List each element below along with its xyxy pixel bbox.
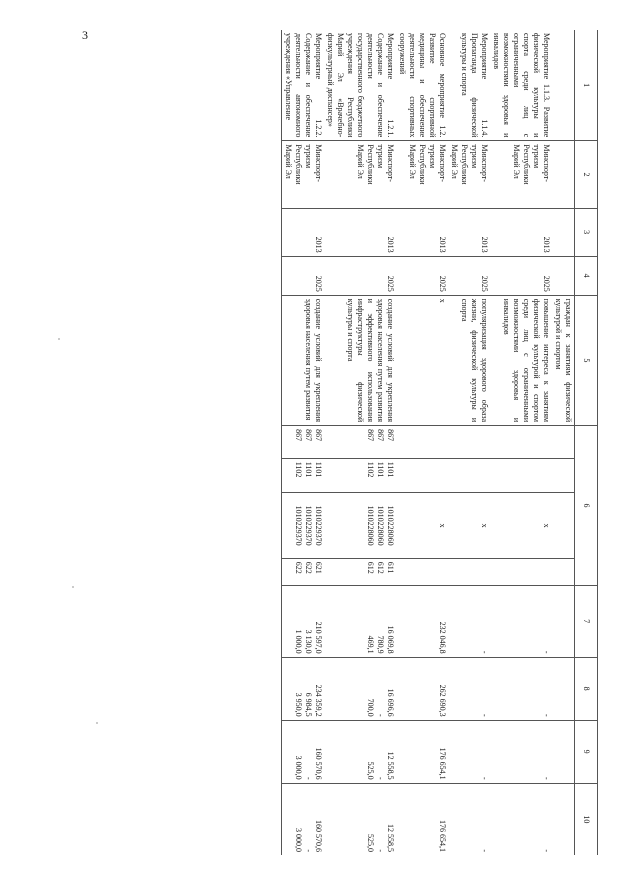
year-amount-cell-8 xyxy=(448,657,490,720)
goal-cell: х xyxy=(396,295,448,425)
year-amount-cell-7-line: 3 130,0 xyxy=(304,629,313,654)
goal-cell: создание условий для укрепления здоровья населения путем развития и эффективного использования инфраструктуры физической культуры и спорта xyxy=(324,295,396,425)
year-amount-cell-10 xyxy=(490,783,552,855)
section-code-cell xyxy=(396,458,448,493)
measure-cell: Основное мероприятие 1.2. Развитие спортивной медицины и обеспечение деятельности спортивных сооружений xyxy=(398,33,447,138)
year-amount-cell-8-line: 262 690,3 xyxy=(438,684,447,717)
year-amount-cell-10 xyxy=(396,783,448,855)
col-header-4: 4 xyxy=(575,256,598,295)
page-number: 3 xyxy=(82,28,88,42)
goal-cell: граждан к занятиям физической культурой и спортом xyxy=(552,295,575,425)
year-amount-cell-7-line: 469,1 xyxy=(366,635,375,654)
expense-type-code-cell xyxy=(282,558,325,585)
table-row xyxy=(324,30,396,855)
goal-cell: популяризация здорового образа жизни, физической культуры и спорта xyxy=(448,295,490,425)
start-year-cell: 2013 xyxy=(282,208,325,256)
target-item-code-cell xyxy=(448,493,490,558)
year-amount-cell-8-line: 700,0 xyxy=(366,698,375,717)
year-amount-cell-8 xyxy=(396,657,448,720)
target-item-code-cell-line: 1010228060 xyxy=(376,505,385,546)
goal-cell: создание условий для укрепления здоровья населения путем развития xyxy=(282,295,325,425)
grbs-code-cell-line: 867 xyxy=(304,429,313,442)
col-header-1: 1 xyxy=(575,30,598,141)
year-amount-cell-8-line: - xyxy=(376,713,385,717)
target-item-code-cell xyxy=(396,493,448,558)
scan-speck xyxy=(72,586,74,588)
section-code-cell xyxy=(490,458,552,493)
grbs-code-cell-line: 867 xyxy=(294,429,303,442)
year-amount-cell-7 xyxy=(324,585,396,657)
expense-type-code-cell-line: 611 xyxy=(386,561,395,574)
year-amount-cell-9-line: 176 654,1 xyxy=(438,747,447,780)
year-amount-cell-8-line: 234 359,2 xyxy=(314,684,323,717)
target-item-code-cell-line: 1010228060 xyxy=(386,505,395,546)
year-amount-cell-9 xyxy=(324,720,396,783)
target-item-code-cell-line: 1010228060 xyxy=(366,505,375,546)
target-item-code-cell-line: 1010229370 xyxy=(304,505,313,546)
year-amount-cell-7-line: - xyxy=(542,650,551,654)
start-year-cell: 2013 xyxy=(396,208,448,256)
grbs-code-cell xyxy=(448,426,490,459)
measure-cell: Мероприятие 1.1.3. Развитие физической культуры и спорта среди лиц с ограниченными возможностями здоровья и инвалидов xyxy=(492,33,551,138)
year-amount-cell-7-line: 210 597,0 xyxy=(314,621,323,654)
end-year-cell: 2025 xyxy=(396,256,448,295)
year-amount-cell-10-line: - xyxy=(480,849,489,852)
target-item-code-cell xyxy=(490,493,552,558)
year-amount-cell-10-line: 176 654,1 xyxy=(438,820,447,852)
expense-type-code-cell-line: 622 xyxy=(304,561,313,574)
section-code-cell-line: 1101 xyxy=(314,461,323,478)
executor-cell: Минспорт-туризм Республики Марий Эл xyxy=(282,141,325,208)
year-amount-cell-9 xyxy=(396,720,448,783)
goal-cell: повышение интереса к занятиям физической культурой и спортом среди лиц с ограниченными возможностями здоровья и инвалидов xyxy=(490,295,552,425)
grbs-code-cell xyxy=(490,426,552,459)
expense-type-code-cell-line: 621 xyxy=(314,561,323,574)
year-amount-cell-8-line: 3 950,0 xyxy=(294,692,303,717)
section-code-cell-line: 1101 xyxy=(386,461,395,478)
expense-type-code-cell xyxy=(448,558,490,585)
year-amount-cell-7 xyxy=(490,585,552,657)
col-header-3: 3 xyxy=(575,208,598,256)
year-amount-cell-10-line: - xyxy=(304,849,313,852)
col-header-9: 9 xyxy=(575,720,598,783)
year-amount-cell-10-line: 160 570,6 xyxy=(314,820,323,852)
col-header-7: 7 xyxy=(575,585,598,657)
year-amount-cell-9 xyxy=(448,720,490,783)
section-code-cell-line: 1102 xyxy=(366,461,375,478)
col-header-2: 2 xyxy=(575,141,598,208)
year-amount-cell-8-line: - xyxy=(480,713,489,717)
year-amount-cell-10 xyxy=(324,783,396,855)
executor-cell: Минспорт-туризм Республики Марий Эл xyxy=(396,141,448,208)
year-amount-cell-8 xyxy=(324,657,396,720)
year-amount-cell-8 xyxy=(282,657,325,720)
table-row xyxy=(448,30,490,855)
measure-cell: Мероприятие 1.2.2. Содержание и обеспечение деятельности автономного учреждения «Управление xyxy=(282,30,325,141)
year-amount-cell-10 xyxy=(282,783,325,855)
year-amount-cell-10-line: 12 558,5 xyxy=(386,824,395,852)
table-row xyxy=(490,30,552,855)
table-row xyxy=(282,30,325,855)
year-amount-cell-7-line: 780,9 xyxy=(376,635,385,654)
section-code-cell xyxy=(282,458,325,493)
year-amount-cell-9-line: 525,0 xyxy=(366,761,375,780)
year-amount-cell-8-line: - xyxy=(542,713,551,717)
year-amount-cell-9 xyxy=(490,720,552,783)
target-item-code-cell-line: 1010229370 xyxy=(294,505,303,546)
year-amount-cell-7 xyxy=(396,585,448,657)
year-amount-cell-7 xyxy=(282,585,325,657)
year-amount-cell-8-line: 16 696,6 xyxy=(386,688,395,717)
target-item-code-cell-line: х xyxy=(438,523,447,528)
grbs-code-cell-line: 867 xyxy=(366,429,375,442)
year-amount-cell-10-line: - xyxy=(376,849,385,852)
header-row xyxy=(575,30,598,855)
grbs-code-cell xyxy=(282,426,325,459)
executor-cell: Минспорт-туризм Республики Марий Эл xyxy=(448,141,490,208)
end-year-cell: 2025 xyxy=(448,256,490,295)
continuation-row xyxy=(552,30,575,855)
year-amount-cell-7-line: 1 000,0 xyxy=(294,629,303,654)
expense-type-code-cell-line: 622 xyxy=(294,561,303,574)
year-amount-cell-9-line: - xyxy=(542,776,551,780)
measure-cell: Мероприятие 1.2.1. Содержание и обеспечение деятельности государственного бюджетного учреждения Республики Марий Эл «Врачебно-физкультурный диспансер» xyxy=(326,33,395,138)
col-header-10: 10 xyxy=(575,783,598,855)
scan-speck xyxy=(58,338,60,340)
year-amount-cell-7 xyxy=(448,585,490,657)
end-year-cell: 2025 xyxy=(282,256,325,295)
year-amount-cell-8-line: 6 984,5 xyxy=(304,692,313,717)
grbs-code-cell xyxy=(396,426,448,459)
year-amount-cell-9-line: 12 558,5 xyxy=(386,751,395,780)
year-amount-cell-9 xyxy=(282,720,325,783)
target-item-code-cell-line: х xyxy=(542,523,551,528)
year-amount-cell-9-line: 3 000,0 xyxy=(294,755,303,780)
table-row xyxy=(396,30,448,855)
grbs-code-cell-line: 867 xyxy=(376,429,385,442)
section-code-cell xyxy=(324,458,396,493)
end-year-cell: 2025 xyxy=(324,256,396,295)
section-code-cell-line: 1102 xyxy=(294,461,303,478)
grbs-code-cell-line: 867 xyxy=(314,429,323,442)
measure-cell: Мероприятие 1.1.4. Пропаганда физической культуры и спорта xyxy=(460,33,489,138)
start-year-cell: 2013 xyxy=(448,208,490,256)
section-code-cell xyxy=(448,458,490,493)
expense-type-code-cell xyxy=(324,558,396,585)
year-amount-cell-7-line: - xyxy=(480,650,489,654)
col-header-5: 5 xyxy=(575,295,598,425)
year-amount-cell-10-line: 525,0 xyxy=(366,834,375,852)
section-code-cell-line: 1101 xyxy=(376,461,385,478)
target-item-code-cell-line: х xyxy=(480,523,489,528)
year-amount-cell-8 xyxy=(490,657,552,720)
year-amount-cell-9-line: - xyxy=(304,776,313,780)
target-item-code-cell xyxy=(282,493,325,558)
year-amount-cell-9-line: - xyxy=(480,776,489,780)
col-header-8: 8 xyxy=(575,657,598,720)
expense-type-code-cell-line: 612 xyxy=(366,561,375,574)
executor-cell: Минспорт-туризм Республики Марий Эл xyxy=(324,141,396,208)
start-year-cell: 2013 xyxy=(490,208,552,256)
executor-cell: Минспорт-туризм Республики Марий Эл xyxy=(490,141,552,208)
year-amount-cell-9-line: 160 570,6 xyxy=(314,747,323,780)
year-amount-cell-7-line: 232 046,8 xyxy=(438,621,447,654)
target-item-code-cell-line: 1010229370 xyxy=(314,505,323,546)
grbs-code-cell-line: 867 xyxy=(386,429,395,442)
grbs-code-cell xyxy=(324,426,396,459)
start-year-cell: 2013 xyxy=(324,208,396,256)
year-amount-cell-9-line: - xyxy=(376,776,385,780)
year-amount-cell-10 xyxy=(448,783,490,855)
col-header-6: 6 xyxy=(575,426,598,586)
section-code-cell-line: 1101 xyxy=(304,461,313,478)
year-amount-cell-10-line: 3 000,0 xyxy=(294,828,303,852)
expense-type-code-cell xyxy=(396,558,448,585)
year-amount-cell-10-line: - xyxy=(542,849,551,852)
expense-type-code-cell-line: 612 xyxy=(376,561,385,574)
program-measures-table xyxy=(281,30,598,855)
rotated-table-sheet xyxy=(96,30,598,855)
expense-type-code-cell xyxy=(490,558,552,585)
year-amount-cell-7-line: 16 069,8 xyxy=(386,625,395,654)
target-item-code-cell xyxy=(324,493,396,558)
end-year-cell: 2025 xyxy=(490,256,552,295)
